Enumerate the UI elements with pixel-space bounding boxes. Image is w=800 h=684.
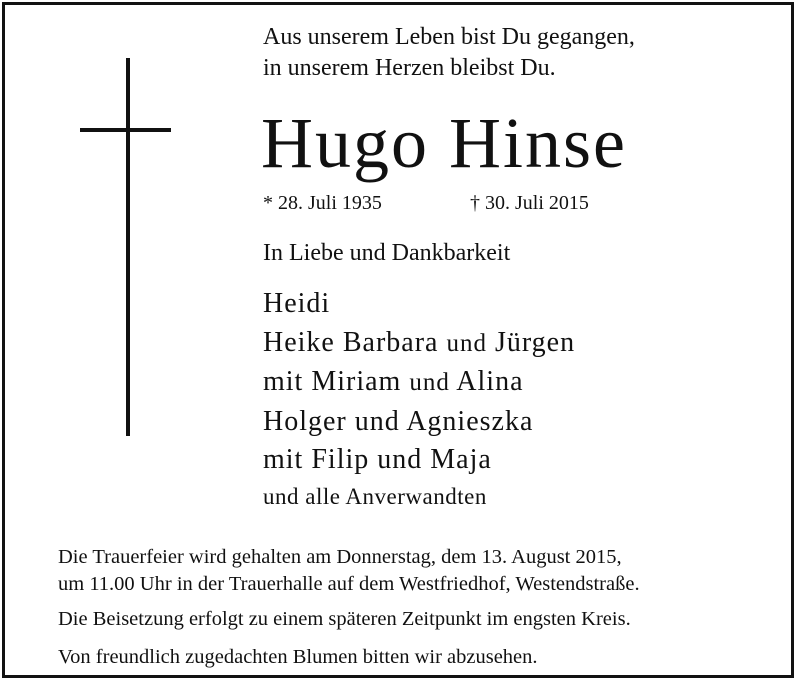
family-line: Holger und Agnieszka	[263, 405, 534, 437]
family-connector: und	[446, 329, 487, 357]
family-name: Jürgen	[494, 326, 576, 358]
relatives-line: und alle Anverwandten	[263, 484, 487, 509]
burial-info: Die Beisetzung erfolgt zu einem späteren Zeitpunkt im engsten Kreis.	[58, 608, 631, 630]
family-list	[263, 285, 575, 480]
dedication-line: In Liebe und Dankbarkeit	[263, 240, 511, 266]
cross-icon-bar	[80, 128, 171, 132]
birth-date: * 28. Juli 1935	[263, 192, 382, 214]
family-line: mit Filip und Maja	[263, 444, 492, 475]
funeral-info	[58, 544, 640, 598]
memorial-verse	[263, 22, 635, 84]
family-line	[263, 324, 575, 364]
verse-line: in unserem Herzen bleibst Du.	[263, 55, 556, 81]
verse-line: Aus unserem Leben bist Du gegangen,	[263, 24, 635, 50]
cross-icon	[126, 58, 130, 436]
funeral-info-line: um 11.00 Uhr in der Trauerhalle auf dem Westfriedhof, Westendstraße.	[58, 573, 640, 595]
flowers-note: Von freundlich zugedachten Blumen bitten wir abzusehen.	[58, 646, 538, 668]
family-name: Heike Barbara	[263, 326, 439, 358]
deceased-name: Hugo Hinse	[261, 103, 627, 183]
family-name: mit Miriam	[263, 366, 402, 397]
family-name: Alina	[456, 366, 524, 397]
death-date: † 30. Juli 2015	[470, 192, 589, 214]
funeral-info-line: Die Trauerfeier wird gehalten am Donnerstag, dem 13. August 2015,	[58, 546, 622, 568]
family-connector: und	[409, 369, 450, 396]
family-line	[263, 363, 575, 403]
family-line: Heidi	[263, 288, 331, 319]
